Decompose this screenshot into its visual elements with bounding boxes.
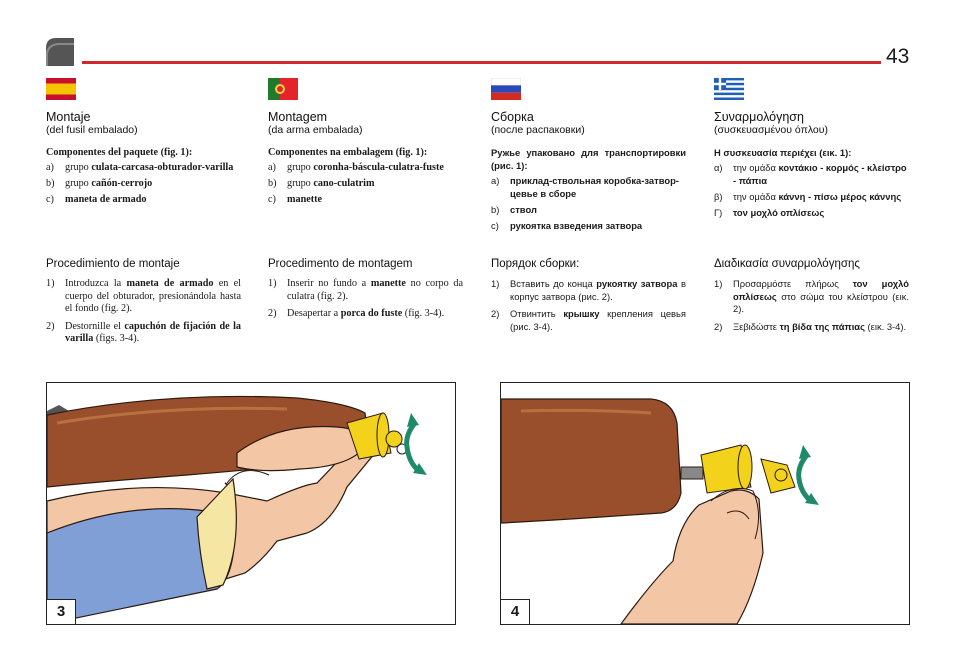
step-item: 2) Ξεβιδώστε τη βίδα της πάπιας (εικ. 3-4). — [714, 320, 907, 332]
list-item: a) grupo coronha-báscula-culatra-fuste — [268, 162, 444, 173]
section-subtitle: (del fusil embalado) — [46, 124, 138, 136]
list-item: c) manette — [268, 194, 323, 205]
column-spanish — [46, 78, 241, 209]
column-portuguese — [268, 78, 463, 209]
step-item: 1) Вставить до конца рукоятку затвора в корпус затвора (рис. 2). — [491, 278, 686, 302]
package-list — [714, 161, 909, 219]
list-item: b) grupo cano-culatrim — [268, 178, 375, 189]
portugal-flag-icon — [268, 78, 298, 100]
list-item: c) рукоятка взведения затвора — [491, 220, 643, 231]
package-title: Η συσκευασία περιέχει (εικ. 1): — [714, 147, 852, 158]
package-list — [46, 161, 241, 206]
section-subtitle: (после распаковки) — [491, 124, 585, 136]
procedure-title: Порядок сборки: — [491, 258, 580, 270]
figure-3-illustration — [47, 383, 455, 624]
list-item: c) maneta de armado — [46, 194, 147, 205]
step-item: 1) Introduzca la maneta de armado en el cuerpo del obturador, presionándola hasta el fondo (fig. 2). — [46, 278, 241, 314]
procedure-spanish — [46, 258, 241, 351]
brand-logo — [46, 38, 74, 66]
procedure-steps — [714, 278, 909, 333]
step-item: 1) Προσαρμόστε πλήρως τον μοχλό οπλίσεως στο σώμα του κλείστρου (εικ. 2). — [714, 278, 909, 314]
package-title: Ружье упаковано для транспортировки (рис. 1): — [491, 147, 686, 171]
procedure-title: Procedimento de montagem — [268, 258, 413, 270]
list-item: β) την ομάδα κάννη - πίσω μέρος κάννης — [714, 191, 902, 202]
column-russian — [491, 78, 686, 235]
figure-number: 3 — [47, 599, 76, 624]
procedure-greek — [714, 258, 909, 338]
list-item: a) приклад-ствольная коробка-затвор-цевье в сборе — [491, 175, 679, 199]
list-item: a) grupo culata-carcasa-obturador-varilla — [46, 162, 234, 173]
figure-4-illustration — [501, 383, 909, 624]
procedure-steps — [46, 278, 241, 346]
section-title: Сборка — [491, 110, 534, 124]
page-number: 43 — [886, 45, 910, 68]
greece-flag-icon — [714, 78, 744, 100]
column-greek — [714, 78, 909, 222]
procedure-title: Procedimiento de montaje — [46, 258, 180, 270]
figure-4 — [500, 382, 910, 625]
step-item: 1) Inserir no fundo a manette no corpo da culatra (fig. 2). — [268, 278, 463, 302]
figure-3 — [46, 382, 456, 625]
section-subtitle: (da arma embalada) — [268, 124, 363, 136]
section-subtitle: (συσκευασμένου όπλου) — [714, 124, 829, 136]
list-item: α) την ομάδα κοντάκιο - κορμός - κλείστρο - πάπια — [714, 162, 907, 186]
procedure-russian — [491, 258, 686, 338]
list-item: Γ) τον μοχλό οπλίσεως — [714, 207, 825, 218]
list-item: b) ствол — [491, 204, 537, 215]
package-list — [491, 174, 686, 232]
procedure-title: Διαδικασία συναρμολόγησης — [714, 258, 860, 270]
spain-flag-icon — [46, 78, 76, 100]
package-list — [268, 161, 463, 206]
step-item: 2) Отвинтить крышку крепления цевья (рис. 3-4). — [491, 308, 686, 332]
procedure-steps — [268, 278, 463, 321]
list-item: b) grupo cañón-cerrojo — [46, 178, 153, 189]
header-rule — [82, 61, 881, 64]
procedure-portuguese — [268, 258, 463, 326]
section-title: Montaje — [46, 110, 91, 124]
package-title: Componentes na embalagem (fig. 1): — [268, 147, 428, 158]
procedure-steps — [491, 278, 686, 333]
step-item: 2) Desapertar a porca do fuste (fig. 3-4). — [268, 308, 445, 319]
russia-flag-icon — [491, 78, 521, 100]
package-title: Componentes del paquete (fig. 1): — [46, 147, 193, 158]
step-item: 2) Destornille el capuchón de fijación de la varilla (figs. 3-4). — [46, 320, 241, 344]
section-title: Montagem — [268, 110, 328, 124]
figure-number: 4 — [501, 599, 530, 624]
section-title: Συναρμολόγηση — [714, 110, 804, 124]
